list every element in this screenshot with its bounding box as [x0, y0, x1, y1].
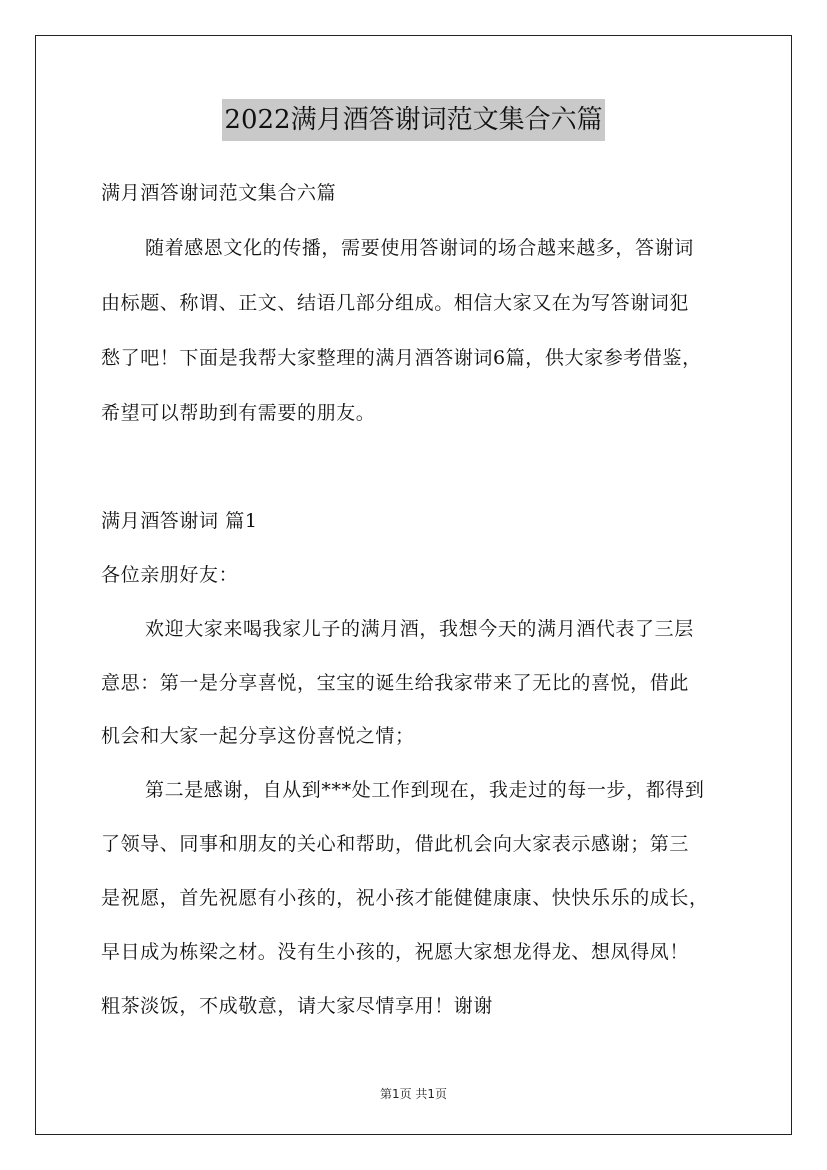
paragraph-line: 早日成为栋梁之材。没有生小孩的，祝愿大家想龙得龙、想凤得凤！ — [101, 941, 690, 963]
title-container — [0, 99, 827, 141]
salutation-line: 各位亲朋好友： — [101, 564, 239, 586]
document-title: 2022满月酒答谢词范文集合六篇 — [222, 99, 604, 141]
paragraph-line: 希望可以帮助到有需要的朋友。 — [101, 402, 376, 424]
section-heading: 满月酒答谢词 篇1 — [101, 510, 258, 532]
subtitle-line: 满月酒答谢词范文集合六篇 — [101, 182, 337, 204]
paragraph-line: 机会和大家一起分享这份喜悦之情； — [101, 725, 415, 747]
paragraph-line: 是祝愿，首先祝愿有小孩的，祝小孩才能健健康康、快快乐乐的成长， — [101, 887, 709, 909]
page-footer: 第1页 共1页 — [379, 1087, 448, 1101]
paragraph-line: 第二是感谢，自从到***处工作到现在，我走过的每一步，都得到 — [145, 779, 705, 801]
paragraph-line: 随着感恩文化的传播，需要使用答谢词的场合越来越多，答谢词 — [145, 237, 694, 259]
paragraph-line: 粗茶淡饭，不成敬意，请大家尽情享用！谢谢 — [101, 995, 494, 1017]
paragraph-line: 欢迎大家来喝我家儿子的满月酒，我想今天的满月酒代表了三层 — [145, 618, 694, 640]
paragraph-line: 愁了吧！下面是我帮大家整理的满月酒答谢词6篇，供大家参考借鉴， — [101, 347, 702, 369]
paragraph-line: 了领导、同事和朋友的关心和帮助，借此机会向大家表示感谢；第三 — [101, 833, 690, 855]
paragraph-line: 由标题、称谓、正文、结语几部分组成。相信大家又在为写答谢词犯 — [101, 292, 690, 314]
paragraph-line: 意思：第一是分享喜悦，宝宝的诞生给我家带来了无比的喜悦，借此 — [101, 672, 690, 694]
